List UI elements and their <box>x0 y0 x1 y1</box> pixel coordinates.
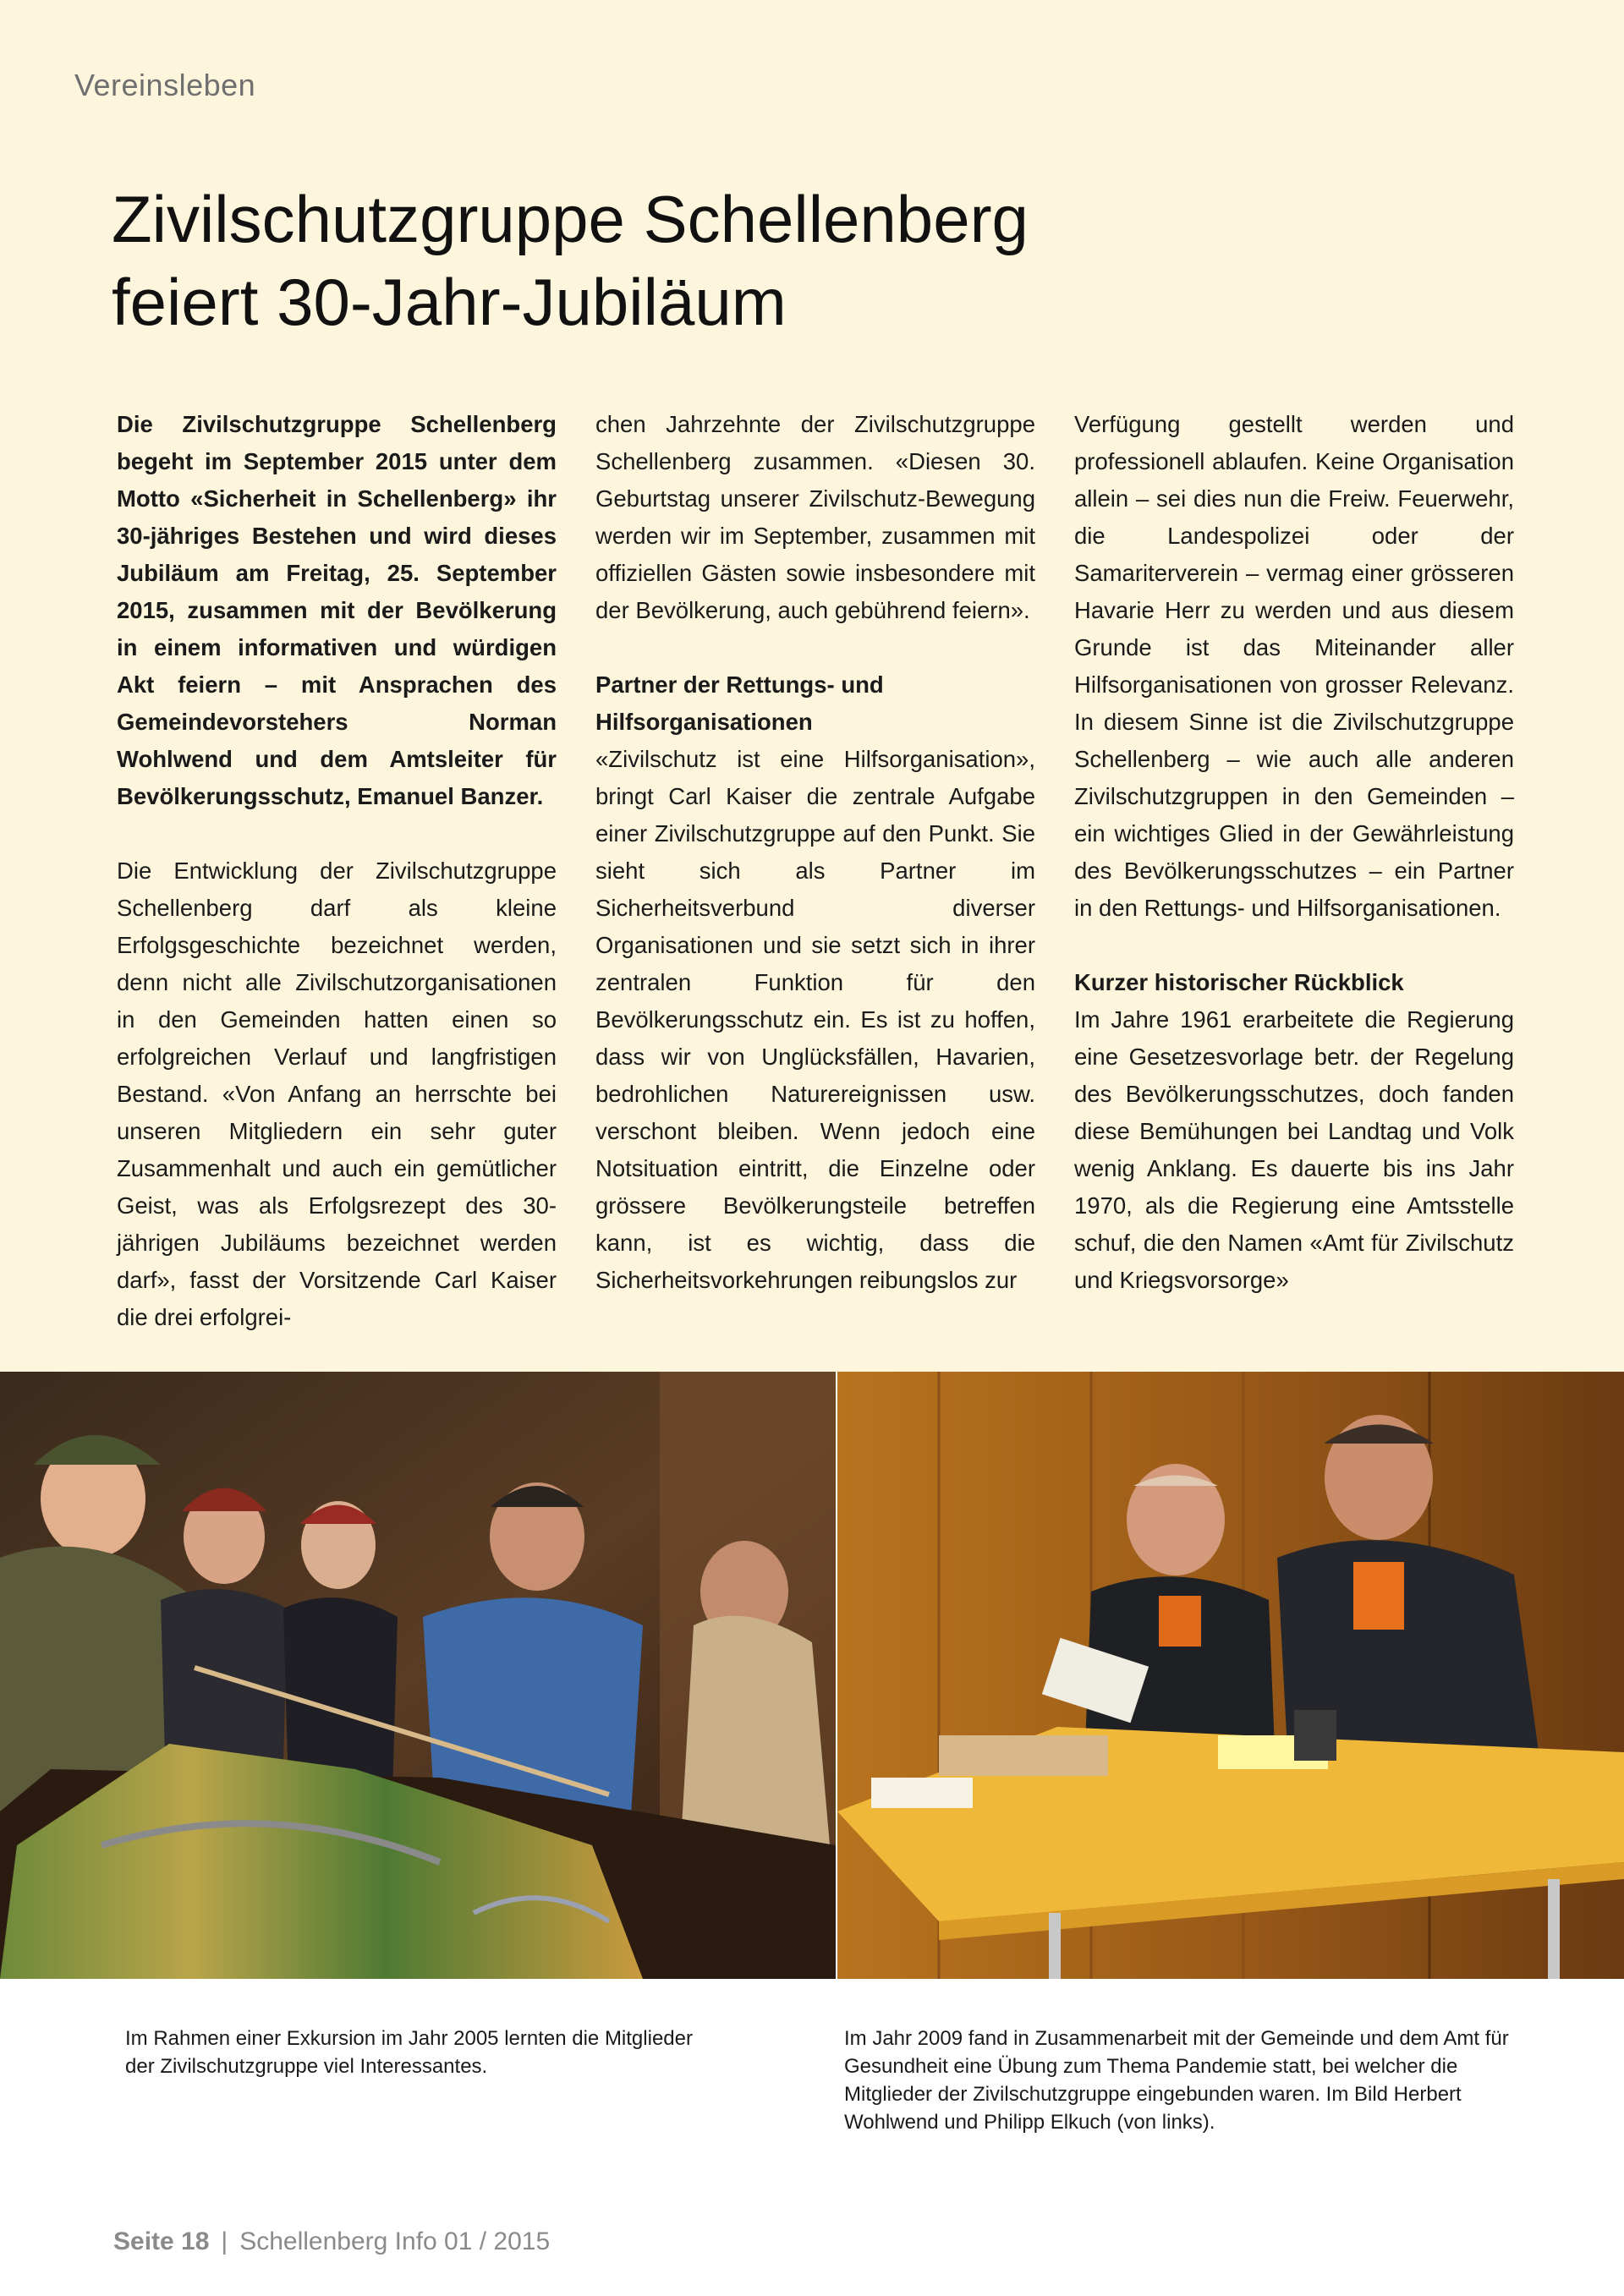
photo-pandemic-exercise <box>837 1372 1624 1979</box>
text-column-2 <box>595 406 1035 1299</box>
page-title <box>112 178 1296 343</box>
subheading-partner: Partner der Rettungs- und Hilfsorganisationen <box>595 671 884 735</box>
paragraph: Im Jahre 1961 erarbeitete die Regierung eine Gesetzesvorlage betr. der Regelung des Bevölkerungsschutzes, doch fanden diese Bemühungen bei Landtag und Volk wenig Anklang. Es dauerte bis ins Jahr 1970, als die Regierung eine Amtsstelle schuf, die den Namen «Amt für Zivilschutz und Kriegsvorsorge» <box>1074 1006 1514 1293</box>
page-footer <box>113 2228 550 2256</box>
text-column-3 <box>1074 406 1514 1299</box>
publication-name: Schellenberg Info 01 / 2015 <box>239 2228 551 2255</box>
lead-paragraph: Die Zivilschutzgruppe Schellenberg begeht im September 2015 unter dem Motto «Sicherheit in Schellenberg» ihr 30-jähriges Bestehen und wird dieses Jubiläum am Freitag, 25. September 2015, zusammen mit der Bevölkerung in einem informativen und würdigen Akt feiern – mit Ansprachen des Gemeindevorstehers Norman Wohlwend und dem Amtsleiter für Bevölkerungsschutz, Emanuel Banzer. <box>117 411 557 809</box>
photo-excursion <box>0 1372 836 1979</box>
paragraph: chen Jahrzehnte der Zivilschutzgruppe Schellenberg zusammen. «Diesen 30. Geburtstag unserer Zivilschutz-Bewegung werden wir im September, zusammen mit offiziellen Gästen sowie insbesondere mit der Bevölkerung, auch gebührend feiern». <box>595 411 1035 623</box>
caption-pandemic-exercise: Im Jahr 2009 fand in Zusammenarbeit mit der Gemeinde und dem Amt für Gesundheit eine Übung zum Thema Pandemie statt, bei welcher die Mitglieder der Zivilschutzgruppe eingebunden waren. Im Bild Herbert Wohlwend und Philipp Elkuch (von links). <box>844 2027 1509 2134</box>
page-number: Seite 18 <box>113 2228 210 2255</box>
title-line-1: Zivilschutzgruppe Schellenberg <box>112 182 1029 256</box>
title-line-2: feiert 30-Jahr-Jubiläum <box>112 265 787 339</box>
paragraph: Verfügung gestellt werden und professionell ablaufen. Keine Organisation allein – sei dies nun die Freiw. Feuerwehr, die Landespolizei oder der Samariterverein – vermag einer grösseren Havarie Herr zu werden und aus diesem Grunde ist das Miteinander aller Hilfsorganisationen von grosser Relevanz. In diesem Sinne ist die Zivilschutzgruppe Schellenberg – wie auch alle anderen Zivilschutzgruppen in den Gemeinden – ein wichtiges Glied in der Gewährleistung des Bevölkerungsschutzes – ein Partner in den Rettungs- und Hilfsorganisationen. <box>1074 411 1514 921</box>
footer-separator: | <box>221 2228 228 2255</box>
paragraph: Die Entwicklung der Zivilschutzgruppe Schellenberg darf als kleine Erfolgsgeschichte bezeichnet werden, denn nicht alle Zivilschutzorganisationen in den Gemeinden hatten einen so erfolgreichen Verlauf und langfristigen Bestand. «Von Anfang an herrschte bei unseren Mitgliedern ein sehr guter Zusammenhalt und auch ein gemütlicher Geist, was als Erfolgsrezept des 30-jährigen Jubiläums bezeichnet werden darf», fasst der Vorsitzende Carl Kaiser die drei erfolgrei- <box>117 858 557 1330</box>
paragraph: «Zivilschutz ist eine Hilfsorganisation», bringt Carl Kaiser die zentrale Aufgabe einer Zivilschutzgruppe auf den Punkt. Sie sieht sich als Partner im Sicherheitsverbund diverser Organisationen und sie setzt sich in ihrer zentralen Funktion für den Bevölkerungsschutz ein. Es ist zu hoffen, dass wir von Unglücksfällen, Havarien, bedrohlichen Naturereignissen usw. verschont bleiben. Wenn jedoch eine Notsituation eintritt, die Einzelne oder grössere Bevölkerungsteile betreffen kann, ist es wichtig, dass die Sicherheitsvorkehrungen reibungslos zur <box>595 746 1035 1293</box>
text-column-1 <box>117 406 557 1336</box>
caption-excursion: Im Rahmen einer Exkursion im Jahr 2005 lernten die Mitglieder der Zivilschutzgruppe viel Interessantes. <box>125 2027 693 2078</box>
section-label: Vereinsleben <box>74 68 256 102</box>
subheading-history: Kurzer historischer Rückblick <box>1074 969 1404 995</box>
